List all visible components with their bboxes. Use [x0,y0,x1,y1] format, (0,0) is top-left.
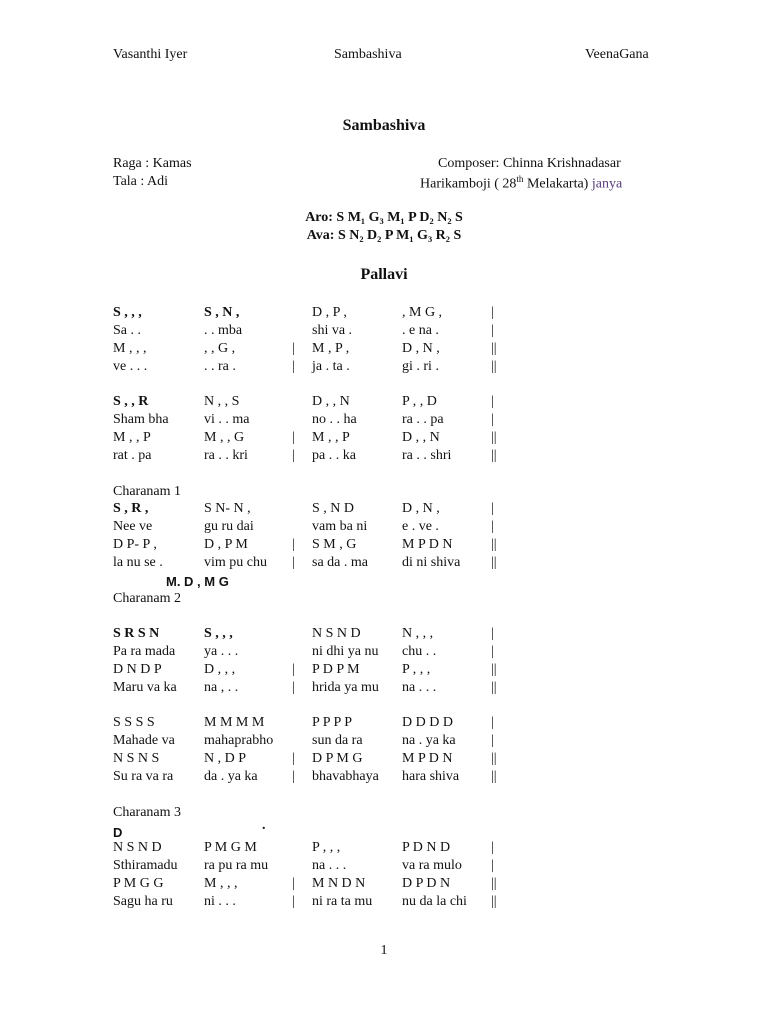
lyric-row [0,323,768,341]
lyric-row [0,519,768,537]
parent-raga-prefix: Harikamboji ( 28 [420,176,517,192]
pallavi-heading: Pallavi [360,266,408,283]
notation-cell: M , , G [204,430,245,445]
parent-raga-sup: th [516,174,524,184]
lyric-cell: vim pu chu [204,555,267,570]
notation-cell: M M M M [204,715,265,730]
bar-line: || [491,359,497,374]
lyric-cell: Sham bha [113,412,169,427]
bar-line: | [292,769,295,784]
notation-cell: P M G M [204,840,257,855]
bar-line: | [292,751,295,766]
bar-line: | [292,359,295,374]
page-number: 1 [380,943,388,958]
lyric-cell: vam ba ni [312,519,368,534]
bar-line: | [491,715,494,730]
lyric-row [0,733,768,751]
notation-cell: M , , , [113,341,147,356]
lyric-row [0,412,768,430]
notation-cell: M , , P [113,430,151,445]
notation-cell: P , , , [312,840,341,855]
lyric-cell: Sthiramadu [113,858,178,873]
notation-cell: D N D P [113,662,162,677]
notation-cell: P D P M [312,662,360,677]
lyric-cell: Nee ve [113,519,153,534]
lyric-row [0,644,768,662]
bar-line: | [491,840,494,855]
lyric-cell: Su ra va ra [113,769,174,784]
notation-cell: , , G , [204,341,236,356]
lyric-cell: vi . . ma [204,412,250,427]
notation-cell: N S N S [113,751,160,766]
bar-line: | [491,501,494,516]
charanam-1-label: Charanam 1 [113,484,182,499]
header-site: VeenaGana [585,47,649,62]
raga-info: Raga : Kamas [113,156,192,171]
charanam-3-dot-mark: . [262,818,266,833]
lyric-cell: bhavabhaya [312,769,379,784]
composer-info: Composer: Chinna Krishnadasar [438,156,621,171]
lyric-cell: ni ra ta mu [312,894,373,909]
notation-cell: D , , N [312,394,350,409]
notation-row [0,305,768,323]
bar-line: || [491,894,497,909]
notation-row [0,876,768,894]
notation-cell: N , , , [402,626,434,641]
bar-line: | [491,519,494,534]
lyric-cell: nu da la chi [402,894,467,909]
notation-cell: S , R , [113,501,149,516]
bar-line: | [491,644,494,659]
lyric-cell: va ra mulo [402,858,462,873]
lyric-cell: . . mba [204,323,243,338]
notation-cell: D , N , [402,501,440,516]
bar-line: | [491,412,494,427]
lyric-row [0,858,768,876]
notation-cell: N , , S [204,394,240,409]
notation-row [0,715,768,733]
lyric-cell: gu ru dai [204,519,254,534]
lyric-cell: . . ra . [204,359,236,374]
notation-cell: P , , D [402,394,437,409]
charanam-1-variant-note: M. D , M G [166,574,229,589]
lyric-cell: Sa . . [113,323,141,338]
notation-cell: M P D N [402,751,453,766]
notation-cell: N S N D [113,840,162,855]
notation-cell: D , P M [204,537,248,552]
lyric-cell: Mahade va [113,733,175,748]
lyric-cell: pa . . ka [312,448,356,463]
bar-line: | [292,876,295,891]
lyric-cell: no . . ha [312,412,357,427]
lyric-cell: Maru va ka [113,680,177,695]
notation-cell: P D N D [402,840,451,855]
parent-raga-janya: janya [591,176,623,192]
lyric-cell: sa da . ma [312,555,368,570]
bar-line: | [292,448,295,463]
bar-line: | [491,323,494,338]
lyric-cell: ya . . . [204,644,239,659]
notation-cell: D P D N [402,876,451,891]
charanam-2-label: Charanam 2 [113,591,182,606]
notation-cell: D , P , [312,305,347,320]
parent-raga-info [420,174,622,193]
notation-row [0,341,768,359]
lyric-row [0,894,768,912]
notation-cell: , M G , [402,305,443,320]
notation-cell: M , , P [312,430,350,445]
lyric-row [0,555,768,573]
bar-line: | [292,537,295,552]
notation-row [0,626,768,644]
bar-line: || [491,341,497,356]
bar-line: | [292,680,295,695]
lyric-row [0,359,768,377]
lyric-row [0,769,768,787]
bar-line: || [491,430,497,445]
notation-cell: S , , , [204,626,233,641]
notation-cell: D D D D [402,715,453,730]
lyric-cell: shi va . [312,323,353,338]
lyric-cell: ra . . kri [204,448,248,463]
bar-line: | [491,394,494,409]
bar-line: || [491,448,497,463]
bar-line: || [491,751,497,766]
bar-line: | [491,626,494,641]
notation-row [0,394,768,412]
lyric-cell: na . . . [402,680,437,695]
tala-info: Tala : Adi [113,174,169,189]
notation-cell: P , , , [402,662,431,677]
bar-line: | [491,733,494,748]
lyric-cell: mahaprabho [204,733,274,748]
notation-cell: P M G G [113,876,164,891]
lyric-cell: . e na . [402,323,439,338]
lyric-cell: sun da ra [312,733,363,748]
arohanam: Aro: S M₁ G₃ M₁ P D₂ N₂ S [305,210,463,225]
notation-cell: S , , R [113,394,149,409]
lyric-cell: ni dhi ya nu [312,644,379,659]
lyric-cell: da . ya ka [204,769,258,784]
lyric-cell: na . . . [312,858,347,873]
lyric-cell: ra . . shri [402,448,452,463]
lyric-cell: hara shiva [402,769,460,784]
lyric-cell: ve . . . [113,359,148,374]
lyric-cell: di ni shiva [402,555,461,570]
charanam-3-label: Charanam 3 [113,805,182,820]
header-title: Sambashiva [334,47,402,62]
lyric-cell: ni . . . [204,894,236,909]
bar-line: | [292,662,295,677]
lyric-cell: ra . . pa [402,412,444,427]
notation-cell: S , , , [113,305,142,320]
notation-row [0,537,768,555]
lyric-cell: ja . ta . [312,359,350,374]
header-author: Vasanthi Iyer [113,47,188,62]
lyric-row [0,680,768,698]
bar-line: || [491,876,497,891]
lyric-cell: na , . . [204,680,239,695]
notation-row [0,430,768,448]
notation-cell: N , D P [204,751,247,766]
bar-line: || [491,537,497,552]
charanam-3-note: D [113,825,123,840]
notation-cell: D , , , [204,662,236,677]
lyric-cell: ra pu ra mu [204,858,269,873]
notation-cell: M P D N [402,537,453,552]
avarohanam: Ava: S N₂ D₂ P M₁ G₃ R₂ S [306,228,462,243]
bar-line: | [292,341,295,356]
notation-cell: M , P , [312,341,350,356]
notation-cell: N S N D [312,626,361,641]
notation-cell: D , , N [402,430,440,445]
lyric-cell: na . ya ka [402,733,456,748]
lyric-cell: gi . ri . [402,359,439,374]
notation-cell: S S S S [113,715,155,730]
lyric-cell: Pa ra mada [113,644,176,659]
bar-line: | [292,555,295,570]
lyric-row [0,448,768,466]
notation-row [0,662,768,680]
bar-line: || [491,555,497,570]
bar-line: || [491,662,497,677]
bar-line: || [491,680,497,695]
notation-cell: S N- N , [204,501,251,516]
lyric-cell: chu . . [402,644,437,659]
notation-cell: S , N , [204,305,240,320]
bar-line: || [491,769,497,784]
lyric-cell: la nu se . [113,555,163,570]
bar-line: | [491,858,494,873]
notation-cell: M N D N [312,876,366,891]
notation-row [0,751,768,769]
page-title: Sambashiva [342,117,426,134]
notation-cell: D P M G [312,751,363,766]
bar-line: | [292,894,295,909]
notation-row [0,840,768,858]
notation-cell: D , N , [402,341,440,356]
bar-line: | [491,305,494,320]
notation-cell: S R S N [113,626,160,641]
bar-line: | [292,430,295,445]
notation-row [0,501,768,519]
lyric-cell: hrida ya mu [312,680,379,695]
notation-cell: P P P P [312,715,353,730]
notation-cell: D P- P , [113,537,157,552]
notation-cell: M , , , [204,876,238,891]
notation-cell: S , N D [312,501,355,516]
lyric-cell: rat . pa [113,448,152,463]
notation-cell: S M , G [312,537,357,552]
lyric-cell: Sagu ha ru [113,894,173,909]
parent-raga-suffix: Melakarta) [523,176,589,192]
lyric-cell: e . ve . [402,519,439,534]
